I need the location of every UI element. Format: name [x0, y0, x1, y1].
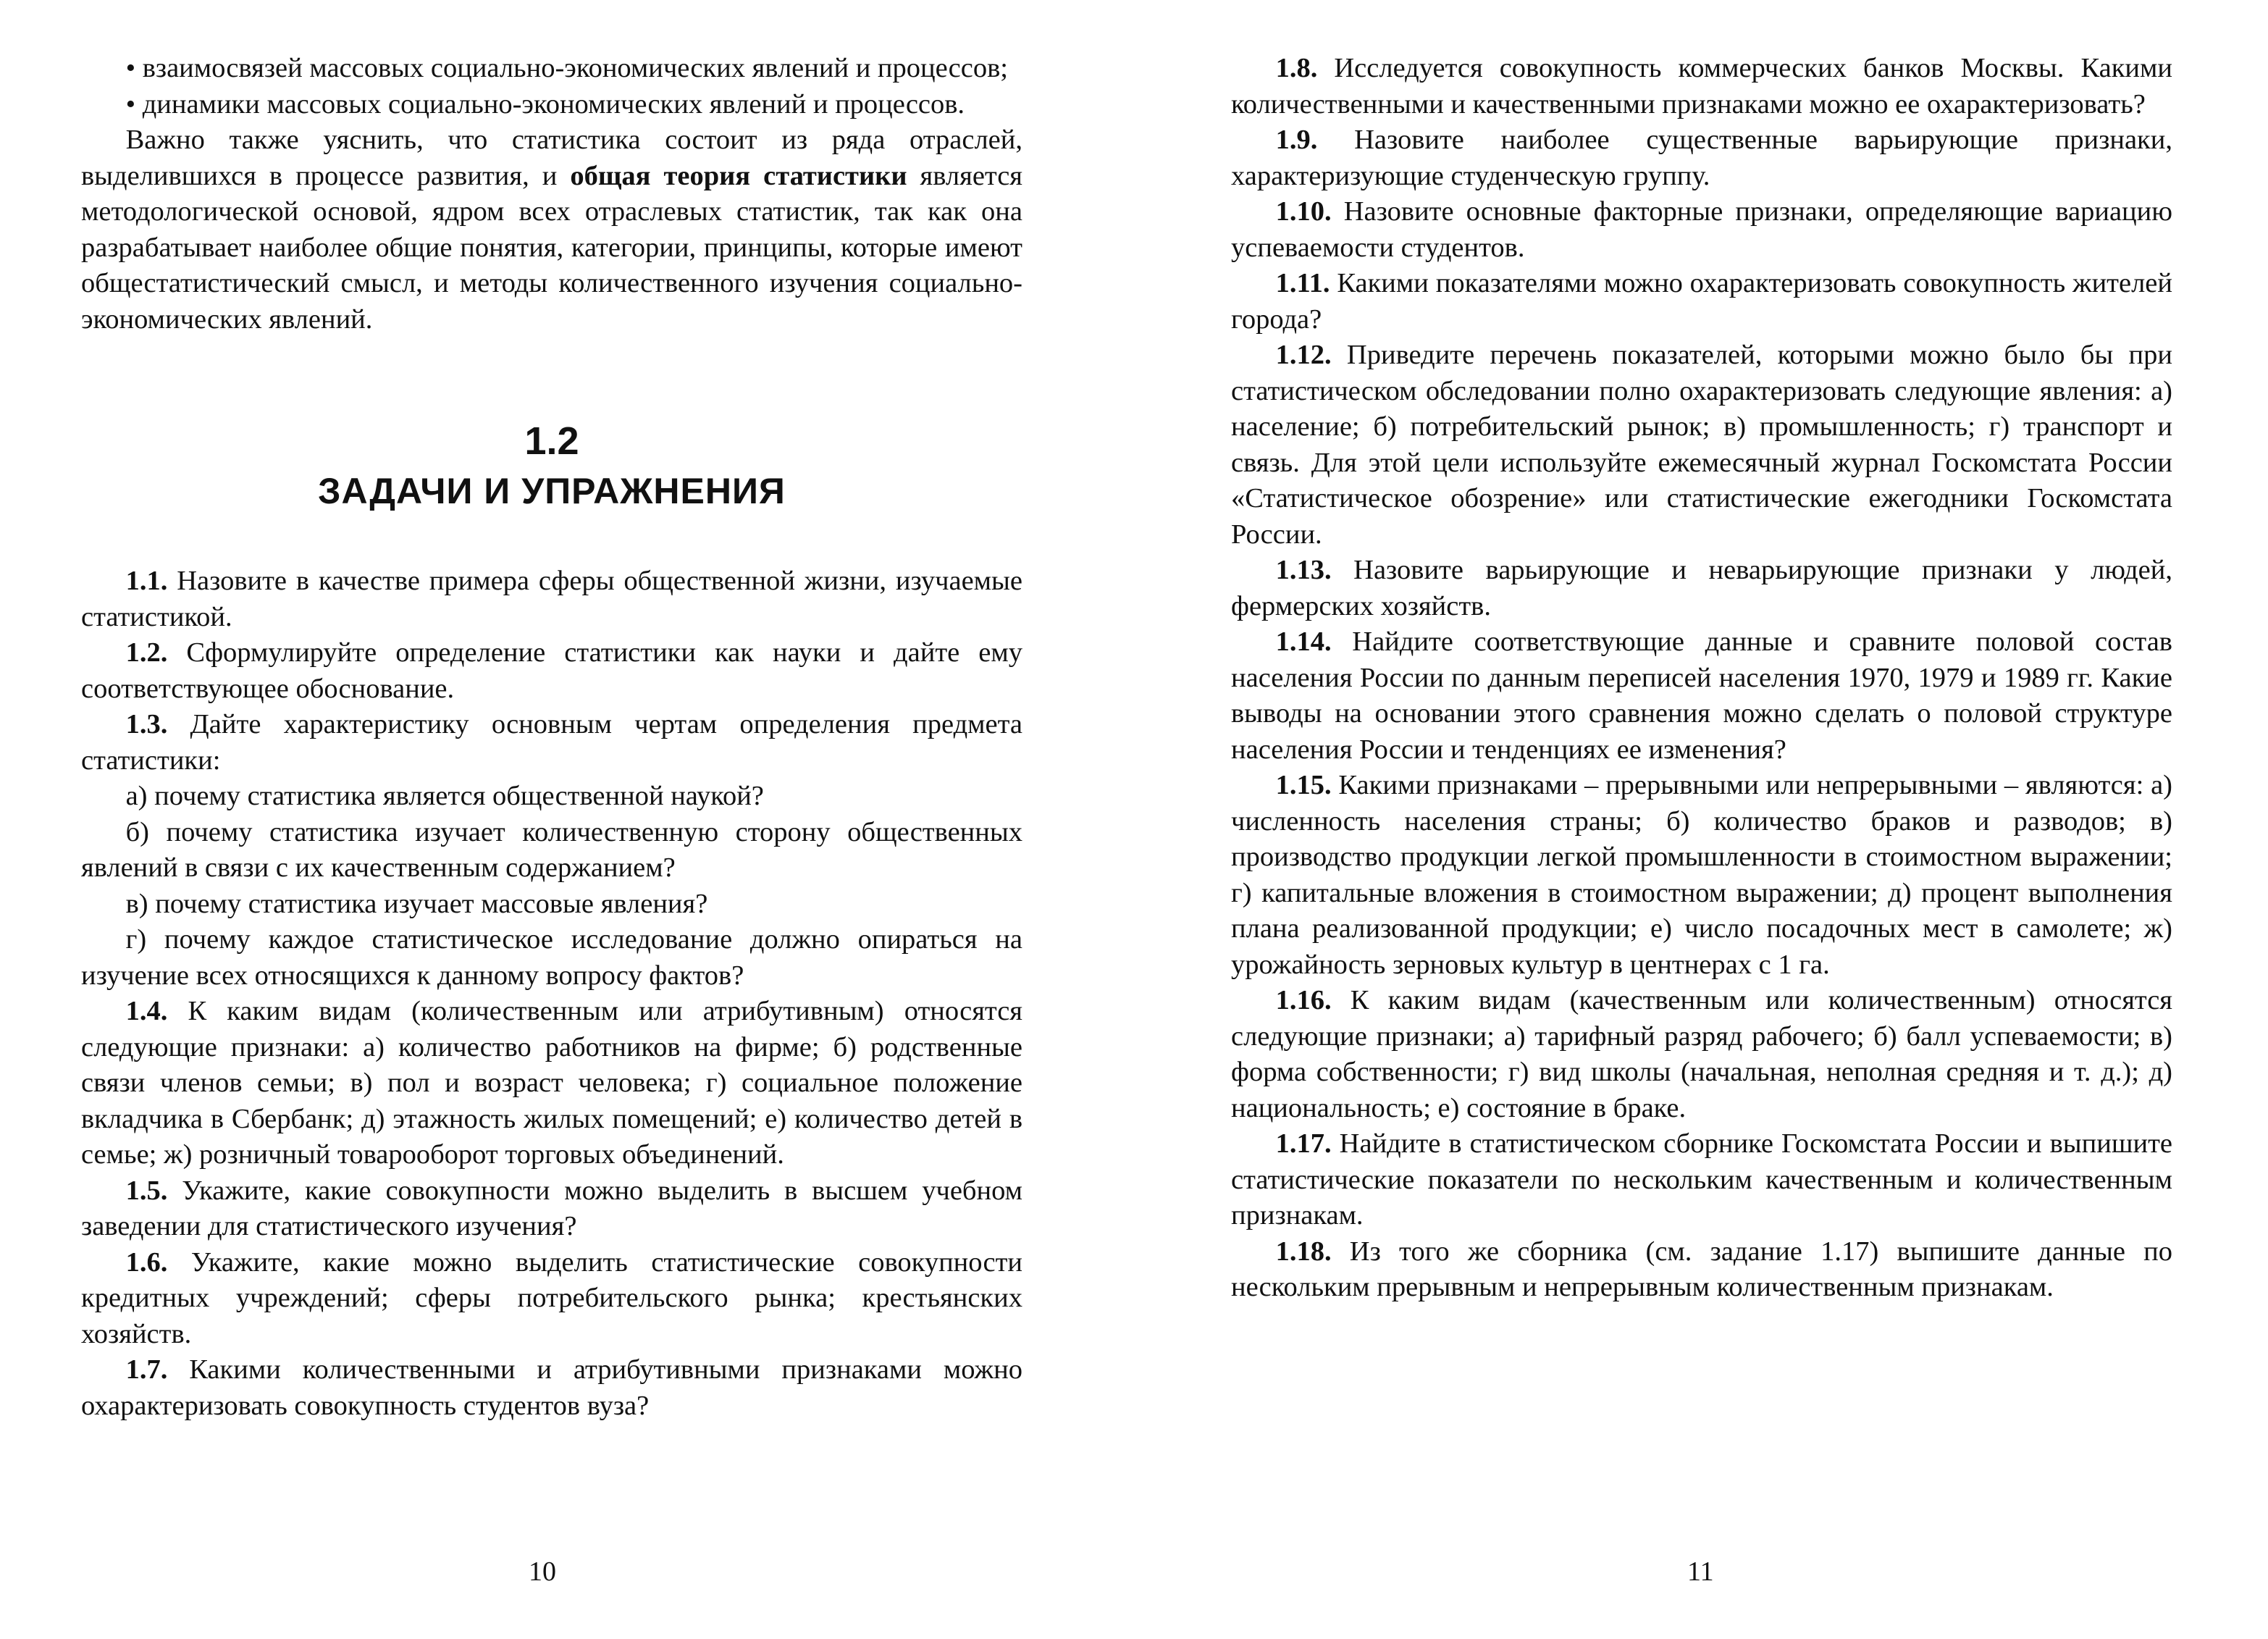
bullet-item: • взаимосвязей массовых социально-экономических явлений и процессов;	[125, 53, 1008, 83]
task-number: 1.18.	[1275, 1236, 1332, 1267]
left-page	[81, 51, 1022, 1424]
task-text: Укажите, какие совокупности можно выделить в высшем учебном заведении для статистического изучения?	[81, 1175, 1022, 1241]
task-number: 1.2.	[125, 637, 168, 668]
task-item	[1231, 768, 2172, 983]
task-item	[81, 994, 1022, 1173]
task-item	[81, 707, 1022, 779]
task-text: Какими показателями можно охарактеризовать совокупность жителей города?	[1231, 268, 2172, 335]
task-text: Сформулируйте определение статистики как науки и дайте ему соответствующее обоснование.	[81, 637, 1022, 704]
task-text: Назовите варьирующие и неварьирующие признаки у людей, фермерских хозяйств.	[1231, 555, 2172, 621]
task-text: Назовите основные факторные признаки, определяющие вариацию успеваемости студентов.	[1231, 196, 2172, 263]
task-number: 1.11.	[1275, 268, 1330, 298]
task-text: Назовите наиболее существенные варьирующие признаки, характеризующие студенческую группу.	[1231, 125, 2172, 191]
para-bold: общая теория статистики	[570, 160, 907, 191]
task-item	[1231, 983, 2172, 1126]
task-number: 1.14.	[1275, 626, 1332, 657]
task-text: К каким видам (количественным или атрибутивным) относятся следующие признаки: а) количество работников на фирме; б) родственные связи членов семьи; в) пол и возраст человека; г) социальное положение вкладчика в Сбербанк; д) этажность жилых помещений; е) количество детей в семье; ж) розничный товарооборот торговых объединений.	[81, 996, 1022, 1170]
task-item	[81, 1352, 1022, 1424]
section-number: 1.2	[524, 419, 579, 463]
task-item	[81, 1173, 1022, 1245]
task-text: Укажите, какие можно выделить статистические совокупности кредитных учреждений; сферы потребительского рынка; крестьянских хозяйств.	[81, 1246, 1022, 1349]
task-item	[1231, 1126, 2172, 1234]
task-number: 1.15.	[1275, 770, 1332, 800]
task-item	[1231, 122, 2172, 194]
task-text: Дайте характеристику основным чертам определения предмета статистики:	[81, 709, 1022, 776]
page-number: 10	[529, 1556, 556, 1587]
task-item	[1231, 553, 2172, 624]
page-number: 11	[1687, 1556, 1714, 1587]
task-item	[1231, 1234, 2172, 1306]
bullet-item: • динамики массовых социально-экономических явлений и процессов.	[125, 88, 965, 120]
task-number: 1.17.	[1275, 1128, 1332, 1159]
task-text: К каким видам (качественным или количественным) относятся следующие признаки; а) тарифный разряд рабочего; б) балл успеваемости; в) форма собственности; г) вид школы (начальная, неполная средняя и т. д.); д) национальность; е) состояние в браке.	[1231, 985, 2172, 1123]
task-item	[1231, 624, 2172, 768]
task-number: 1.12.	[1275, 340, 1332, 370]
task-number: 1.7.	[125, 1354, 168, 1385]
right-page	[1231, 51, 2172, 1306]
para-text: является методологической основой, ядром всех отраслевых статистик, так как она разрабатывает наиболее общие понятия, категории, принципы, которые имеют общестатистический смысл, и методы количественного изучения социально-экономических явлений.	[81, 160, 1022, 335]
task-number: 1.3.	[125, 709, 168, 739]
task-number: 1.16.	[1275, 985, 1332, 1015]
task-item	[81, 635, 1022, 707]
task-item	[81, 1245, 1022, 1353]
task-number: 1.13.	[1275, 555, 1332, 585]
task-number: 1.6.	[125, 1246, 168, 1278]
task-text: Найдите в статистическом сборнике Госкомстата России и выпишите статистические показатели по нескольким качественным и количественным признакам.	[1231, 1128, 2172, 1231]
task-number: 1.8.	[1275, 53, 1318, 83]
intro-paragraph	[81, 122, 1022, 338]
task-item	[1231, 266, 2172, 338]
task-item	[1231, 194, 2172, 266]
task-number: 1.4.	[125, 996, 168, 1026]
task-text: Приведите перечень показателей, которыми можно было бы при статистическом обследовании полно охарактеризовать следующие явления: а) население; б) потребительский рынок; в) промышленность; г) транспорт и связь. Для этой цели используйте ежемесячный журнал Госкомстата России «Статистическое обозрение» или статистические ежегодники Госкомстата России.	[1231, 340, 2172, 550]
task-text: Из того же сборника (см. задание 1.17) выпишите данные по нескольким прерывным и непрерывным количественным признакам.	[1231, 1236, 2172, 1302]
task-text: Назовите в качестве примера сферы общественной жизни, изучаемые статистикой.	[81, 566, 1022, 632]
para-text: Важно также уяснить, что статистика состоит из ряда отраслей, выделившихся в процессе развития, и	[81, 125, 1022, 191]
task-number: 1.1.	[125, 566, 168, 596]
task-text: Какими признаками – прерывными или непрерывными – являются: а) численность населения страны; б) количество браков и разводов; в) производство продукции легкой промышленности в стоимостном выражении; г) капитальные вложения в стоимостном выражении; д) процент выполнения плана реализованной продукции; е) число посадочных мест в самолете; ж) урожайность зерновых культур в центнерах с 1 га.	[1231, 770, 2172, 980]
task-item	[1231, 51, 2172, 122]
task-text: Какими количественными и атрибутивными признаками можно охарактеризовать совокупность студентов вуза?	[81, 1354, 1022, 1421]
task-item	[1231, 338, 2172, 553]
task-number: 1.9.	[1275, 125, 1318, 155]
task-number: 1.10.	[1275, 196, 1332, 227]
sub-item: а) почему статистика является общественной наукой?	[125, 781, 764, 811]
task-item	[81, 563, 1022, 635]
sub-item: в) почему статистика изучает массовые явления?	[125, 888, 708, 919]
section-title: ЗАДАЧИ И УПРАЖНЕНИЯ	[318, 471, 786, 511]
task-text: Исследуется совокупность коммерческих банков Москвы. Какими количественными и качественными признаками можно ее охарактеризовать?	[1231, 53, 2172, 120]
section-heading	[81, 416, 1022, 516]
task-number: 1.5.	[125, 1175, 168, 1206]
sub-item: г) почему каждое статистическое исследование должно опираться на изучение всех относящихся к данному вопросу фактов?	[81, 924, 1022, 991]
sub-item: б) почему статистика изучает количественную сторону общественных явлений в связи с их качественным содержанием?	[81, 816, 1022, 883]
task-text: Найдите соответствующие данные и сравните половой состав населения России по данным переписей населения 1970, 1979 и 1989 гг. Какие выводы на основании этого сравнения можно сделать о половой структуре населения России и тенденциях ее изменения?	[1231, 626, 2172, 765]
